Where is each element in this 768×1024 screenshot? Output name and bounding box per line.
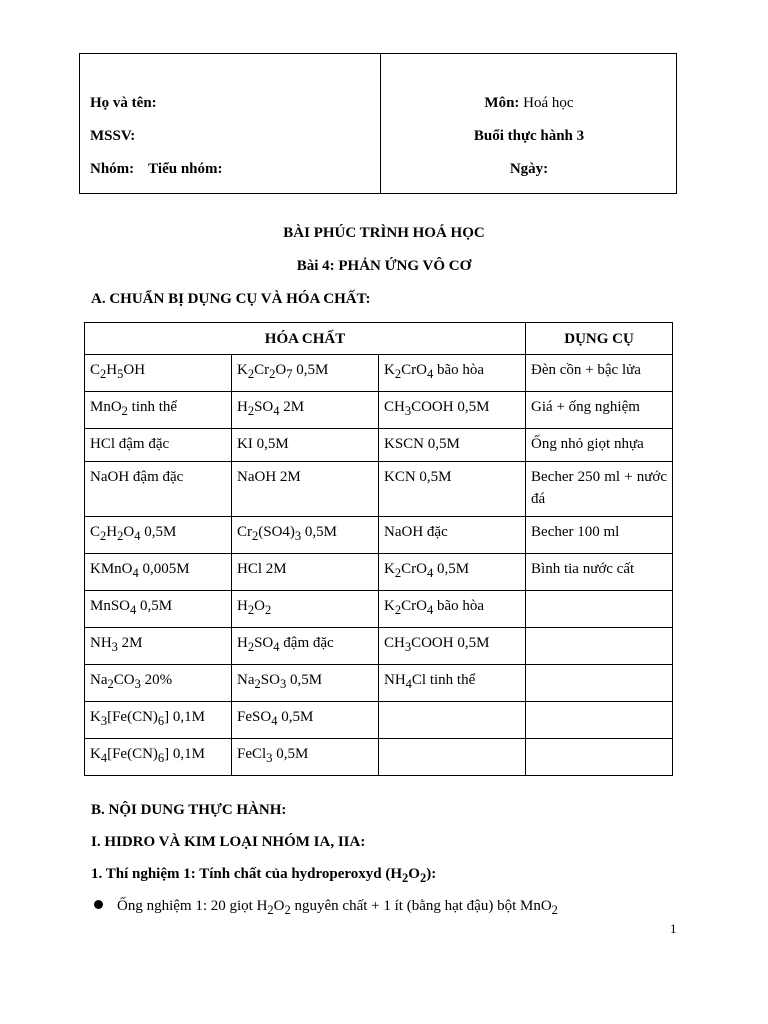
report-subtitle: Bài 4: PHẢN ỨNG VÔ CƠ [296, 258, 472, 274]
group-label: Nhóm: [90, 161, 135, 177]
equipment-cell: Ống nhỏ giọt nhựa [526, 429, 673, 462]
equipment-cell [526, 591, 673, 628]
chemical-cell: $Na_2SO_3$ 0,5M [232, 665, 379, 702]
date-label: Ngày: [509, 161, 549, 177]
table-header-row [85, 323, 673, 355]
chemical-cell: $K_2CrO_4$ bão hòa [379, 591, 526, 628]
chemical-cell: $CH_3COOH$ 0,5M [379, 392, 526, 429]
table-row [85, 554, 673, 591]
chemical-cell: $K_2Cr_2O_7$ 0,5M [232, 355, 379, 392]
subject-value: Hoá học [523, 95, 574, 111]
bullet-icon [94, 900, 103, 909]
student-info-box [79, 53, 677, 194]
equipment-cell: Bình tia nước cất [526, 554, 673, 591]
equipment-cell: Becher 100 ml [526, 517, 673, 554]
table-row [85, 739, 673, 776]
header-equipment: DỤNG CỤ [526, 323, 673, 355]
chemical-cell: KCN 0,5M [379, 462, 526, 517]
chemical-cell: $NH_4Cl$ tinh thể [379, 665, 526, 702]
chemical-cell: MnSO$_4$ 0,5M [85, 591, 232, 628]
chemical-cell: FeSO$_4$ 0,5M [232, 702, 379, 739]
equipment-cell [526, 628, 673, 665]
experiment-1-heading: 1. Thí nghiệm 1: Tính chất của hydroperoxyd $(H_2O_2)$: [91, 866, 437, 885]
equipment-cell: Giá + ống nghiệm [526, 392, 673, 429]
equipment-cell [526, 739, 673, 776]
equipment-cell: Becher 250 ml + nước đá [526, 462, 673, 517]
chemical-cell: HCl đậm đặc [85, 429, 232, 462]
chemical-cell: $K_2CrO_4$ 0,5M [379, 554, 526, 591]
name-label: Họ và tên: [90, 95, 157, 111]
table-row [85, 517, 673, 554]
section-a-heading: A. CHUẨN BỊ DỤNG CỤ VÀ HÓA CHẤT: [91, 291, 371, 307]
chemical-cell [379, 739, 526, 776]
chemical-cell: NaOH 2M [232, 462, 379, 517]
chemical-cell: $Na_2CO_3$ 20% [85, 665, 232, 702]
section-b-i-heading: I. HIDRO VÀ KIM LOẠI NHÓM IA, IIA: [91, 834, 366, 850]
chemical-cell: KMnO$_4$ 0,005M [85, 554, 232, 591]
equipment-cell [526, 702, 673, 739]
group-line [90, 161, 223, 178]
chemical-cell: $NH_3$ 2M [85, 628, 232, 665]
table-row [85, 462, 673, 517]
subject-line [381, 95, 677, 112]
equipment-cell: Đèn cồn + bậc lửa [526, 355, 673, 392]
chemical-cell: $K_4[Fe(CN)_6]$ 0,1M [85, 739, 232, 776]
mssv-label: MSSV: [90, 128, 136, 144]
chemical-cell: MnO$_2$ tinh thể [85, 392, 232, 429]
table-row [85, 628, 673, 665]
chemical-cell: $C_2H_2O_4$ 0,5M [85, 517, 232, 554]
subject-label: Môn: [484, 95, 520, 111]
page-number: 1 [670, 921, 677, 936]
chemical-cell [379, 702, 526, 739]
report-title: BÀI PHÚC TRÌNH HOÁ HỌC [283, 225, 485, 241]
table-row [85, 665, 673, 702]
chemicals-equipment-table [84, 322, 673, 776]
chemical-cell: $CH_3COOH$ 0,5M [379, 628, 526, 665]
chemical-cell: NaOH đặc [379, 517, 526, 554]
subgroup-label: Tiểu nhóm: [148, 161, 223, 177]
bullet-item [94, 898, 558, 918]
chemical-cell: $C_2H_5OH$ [85, 355, 232, 392]
section-b-heading: B. NỘI DUNG THỰC HÀNH: [91, 802, 287, 818]
equipment-cell [526, 665, 673, 702]
chemical-cell: $K_3[Fe(CN)_6]$ 0,1M [85, 702, 232, 739]
chemical-cell: $H_2SO_4$ 2M [232, 392, 379, 429]
table-row [85, 355, 673, 392]
chemical-cell: FeCl$_3$ 0,5M [232, 739, 379, 776]
chemical-cell: HCl 2M [232, 554, 379, 591]
chemical-cell: $H_2O_2$ [232, 591, 379, 628]
chemical-cell: $K_2CrO_4$ bão hòa [379, 355, 526, 392]
table-row [85, 392, 673, 429]
table-row [85, 429, 673, 462]
header-chemicals: HÓA CHẤT [85, 323, 526, 355]
chemical-cell: $Cr_2(SO4)_3$ 0,5M [232, 517, 379, 554]
bullet-text: Ống nghiệm 1: 20 giọt $H_2O_2$ nguyên chất + 1 ít (bằng hạt đậu) bột MnO$_2$ [117, 898, 558, 917]
chemical-cell: $H_2SO_4$ đậm đặc [232, 628, 379, 665]
table-row [85, 702, 673, 739]
table-row [85, 591, 673, 628]
chemical-cell: KI 0,5M [232, 429, 379, 462]
chemical-cell: NaOH đậm đặc [85, 462, 232, 517]
session-label: Buổi thực hành 3 [473, 128, 585, 144]
chemical-cell: KSCN 0,5M [379, 429, 526, 462]
table-body [85, 355, 673, 776]
